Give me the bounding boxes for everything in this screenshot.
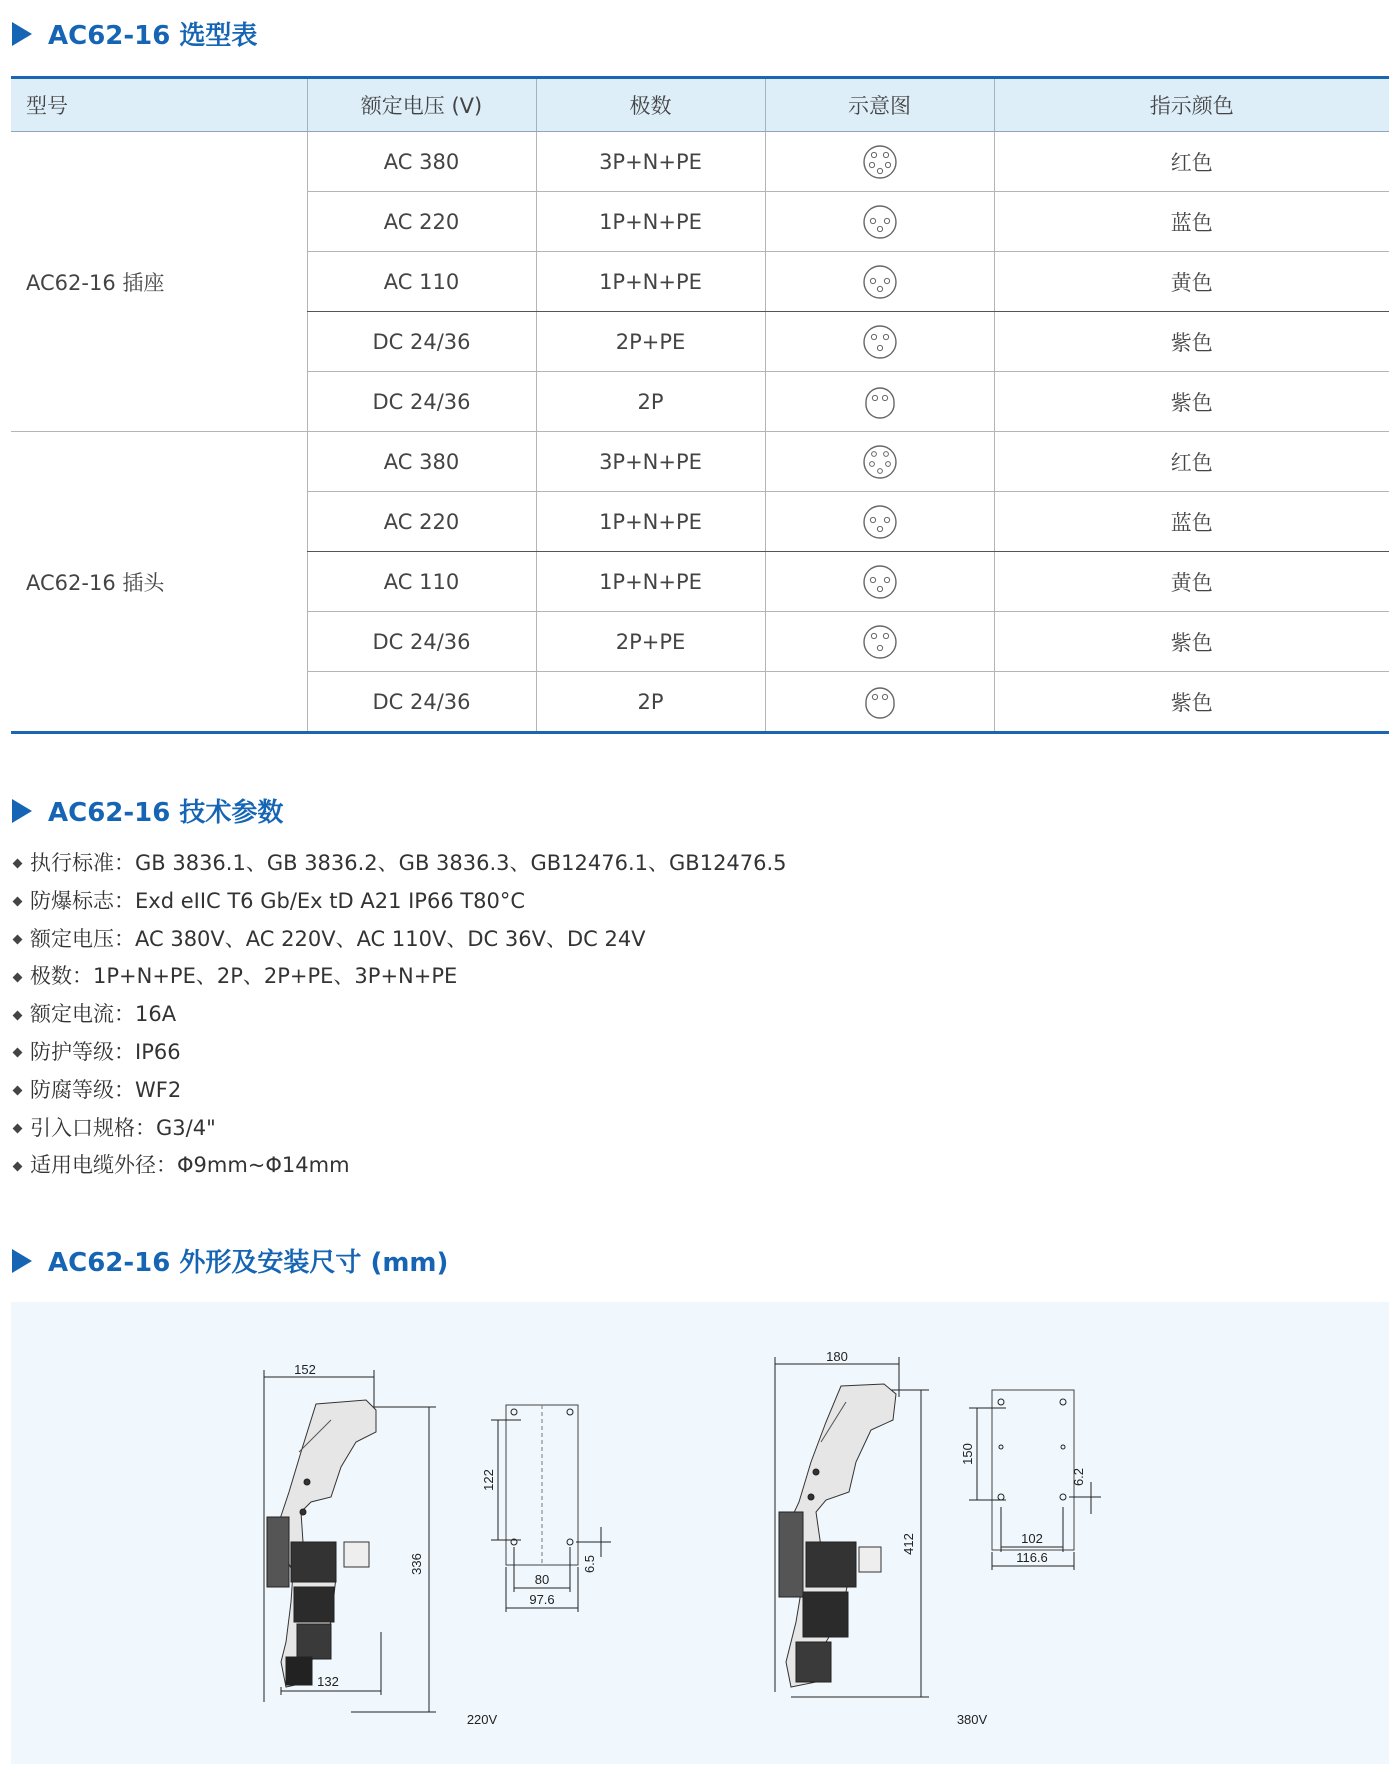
voltage-cell: AC 380 xyxy=(307,132,536,192)
triangle-bullet-icon xyxy=(12,1249,32,1273)
selection-table xyxy=(11,76,1389,734)
3-pin-plug-icon xyxy=(860,502,900,542)
color-cell: 紫色 xyxy=(994,612,1389,672)
2-pin-plug-icon xyxy=(860,682,900,722)
list-item xyxy=(12,1034,787,1072)
diamond-bullet-icon xyxy=(13,1086,23,1096)
table-row xyxy=(11,432,1389,492)
list-item xyxy=(12,1147,787,1185)
dim-label-mount-height: 150 xyxy=(960,1443,975,1465)
5-pin-plug-icon xyxy=(860,442,900,482)
diagram-cell xyxy=(765,192,994,252)
color-cell: 红色 xyxy=(994,432,1389,492)
color-cell: 紫色 xyxy=(994,372,1389,432)
list-item xyxy=(12,996,787,1034)
spec-text: 防爆标志：Exd eIIC T6 Gb/Ex tD A21 IP66 T80°C xyxy=(30,888,526,913)
triangle-bullet-icon xyxy=(12,799,32,823)
diagram-cell xyxy=(765,552,994,612)
voltage-cell: AC 220 xyxy=(307,492,536,552)
poles-cell: 2P xyxy=(536,672,765,733)
model-cell-plug: AC62-16 插头 xyxy=(11,432,307,733)
header-diagram: 示意图 xyxy=(765,78,994,132)
dim-label-top-width: 180 xyxy=(826,1349,848,1364)
list-item xyxy=(12,1072,787,1110)
poles-cell: 3P+N+PE xyxy=(536,432,765,492)
voltage-cell: AC 380 xyxy=(307,432,536,492)
voltage-cell: DC 24/36 xyxy=(307,672,536,733)
dim-label-hole: 6.2 xyxy=(1071,1467,1086,1487)
poles-cell: 1P+N+PE xyxy=(536,492,765,552)
voltage-cell: AC 110 xyxy=(307,552,536,612)
dim-label-bottom-width: 132 xyxy=(317,1674,339,1689)
dims-section-title xyxy=(12,1242,448,1279)
tech-title-text: AC62-16 技术参数 xyxy=(48,798,284,828)
spec-text: 引入口规格：G3/4" xyxy=(30,1115,216,1140)
color-cell: 红色 xyxy=(994,132,1389,192)
220v-side-view xyxy=(264,1370,436,1712)
list-item xyxy=(12,845,787,883)
list-item xyxy=(12,1110,787,1148)
model-cell-socket: AC62-16 插座 xyxy=(11,132,307,432)
selection-section-title xyxy=(12,15,257,52)
color-cell: 紫色 xyxy=(994,312,1389,372)
drawing-caption-380v: 380V xyxy=(956,1712,988,1727)
header-indicator-color: 指示颜色 xyxy=(994,78,1389,132)
poles-cell: 3P+N+PE xyxy=(536,132,765,192)
table-header-row xyxy=(11,78,1389,132)
diamond-bullet-icon xyxy=(13,1010,23,1020)
poles-cell: 1P+N+PE xyxy=(536,192,765,252)
3-pin-socket-icon xyxy=(860,262,900,302)
color-cell: 蓝色 xyxy=(994,492,1389,552)
220v-mounting-plate xyxy=(491,1405,611,1612)
dim-label-height: 412 xyxy=(901,1533,916,1555)
diagram-cell xyxy=(765,672,994,733)
voltage-cell: DC 24/36 xyxy=(307,312,536,372)
spec-text: 额定电压：AC 380V、AC 220V、AC 110V、DC 36V、DC 24V xyxy=(30,926,646,951)
tech-section-title xyxy=(12,792,283,829)
diamond-bullet-icon xyxy=(13,935,23,945)
3-pin-plug-icon xyxy=(860,562,900,602)
dim-label-mount-height: 122 xyxy=(481,1469,496,1491)
spec-text: 极数：1P+N+PE、2P、2P+PE、3P+N+PE xyxy=(30,964,458,989)
spec-text: 防腐等级：WF2 xyxy=(30,1077,182,1102)
dims-title-text: AC62-16 外形及安装尺寸 (mm) xyxy=(48,1248,449,1278)
dimension-drawing-panel xyxy=(11,1302,1389,1764)
voltage-cell: AC 220 xyxy=(307,192,536,252)
dim-label-height: 336 xyxy=(409,1553,424,1575)
poles-cell: 1P+N+PE xyxy=(536,252,765,312)
diagram-cell xyxy=(765,612,994,672)
dim-label-mount-width: 80 xyxy=(534,1572,550,1587)
diagram-cell xyxy=(765,312,994,372)
dim-label-mount-width: 102 xyxy=(1021,1531,1043,1546)
color-cell: 黄色 xyxy=(994,552,1389,612)
poles-cell: 2P+PE xyxy=(536,612,765,672)
diagram-cell xyxy=(765,252,994,312)
selection-title-text: AC62-16 选型表 xyxy=(48,21,258,51)
380v-side-view xyxy=(775,1357,929,1697)
diamond-bullet-icon xyxy=(13,1161,23,1171)
list-item xyxy=(12,883,787,921)
dim-label-hole: 6.5 xyxy=(582,1554,597,1574)
diagram-cell xyxy=(765,432,994,492)
3-pin-socket-icon xyxy=(860,202,900,242)
triangle-bullet-icon xyxy=(12,22,32,46)
color-cell: 紫色 xyxy=(994,672,1389,733)
3-pin-plug-icon xyxy=(860,622,900,662)
dim-label-plate-width: 116.6 xyxy=(1016,1550,1048,1565)
dim-label-plate-width: 97.6 xyxy=(529,1592,555,1607)
spec-text: 执行标准：GB 3836.1、GB 3836.2、GB 3836.3、GB12476.1、GB12476.5 xyxy=(30,851,787,875)
poles-cell: 2P xyxy=(536,372,765,432)
voltage-cell: DC 24/36 xyxy=(307,612,536,672)
poles-cell: 1P+N+PE xyxy=(536,552,765,612)
header-model: 型号 xyxy=(11,78,307,132)
header-voltage: 额定电压 (V) xyxy=(307,78,536,132)
drawing-caption-220v: 220V xyxy=(466,1712,498,1727)
color-cell: 蓝色 xyxy=(994,192,1389,252)
diagram-cell xyxy=(765,132,994,192)
voltage-cell: AC 110 xyxy=(307,252,536,312)
diamond-bullet-icon xyxy=(13,1048,23,1058)
poles-cell: 2P+PE xyxy=(536,312,765,372)
header-poles: 极数 xyxy=(536,78,765,132)
color-cell: 黄色 xyxy=(994,252,1389,312)
2-pin-socket-icon xyxy=(860,382,900,422)
dim-label-top-width: 152 xyxy=(294,1362,316,1377)
voltage-cell: DC 24/36 xyxy=(307,372,536,432)
diamond-bullet-icon xyxy=(13,859,23,869)
dimension-drawings xyxy=(11,1302,1389,1764)
diagram-cell xyxy=(765,372,994,432)
3-pin-socket-icon xyxy=(860,322,900,362)
tech-params-list xyxy=(12,845,787,1185)
table-row xyxy=(11,132,1389,192)
diamond-bullet-icon xyxy=(13,897,23,907)
spec-text: 适用电缆外径：Φ9mm~Φ14mm xyxy=(30,1153,350,1178)
diamond-bullet-icon xyxy=(13,972,23,982)
spec-text: 防护等级：IP66 xyxy=(30,1039,181,1064)
diamond-bullet-icon xyxy=(13,1124,23,1134)
spec-text: 额定电流：16A xyxy=(30,1002,177,1027)
list-item xyxy=(12,921,787,959)
list-item xyxy=(12,958,787,996)
diagram-cell xyxy=(765,492,994,552)
5-pin-socket-icon xyxy=(860,142,900,182)
